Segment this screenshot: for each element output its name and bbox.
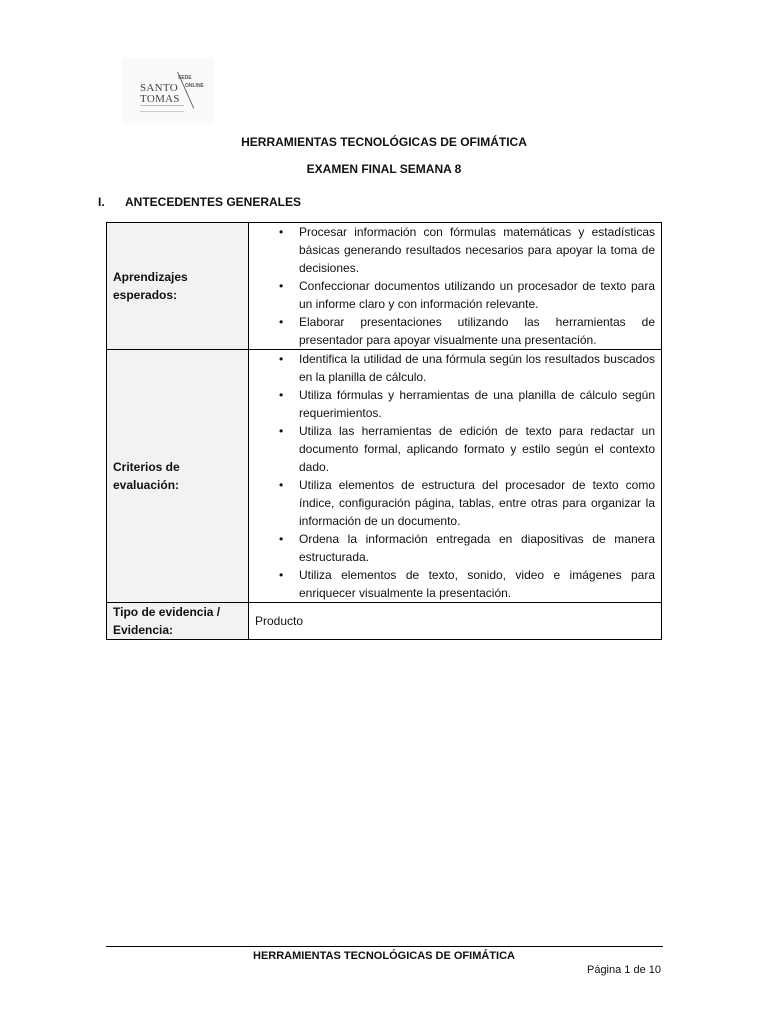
table-row (107, 223, 662, 350)
footer-divider (106, 946, 663, 947)
logo-tag-line1: SEDE (178, 75, 192, 81)
list-item: • Procesar información con fórmulas matemáticas y estadísticas básicas generando resultados necesarios para apoyar la toma de decisiones. (299, 223, 655, 277)
row-label: Aprendizajes esperados: (107, 223, 249, 350)
list-item: • Elaborar presentaciones utilizando las herramientas de presentador para apoyar visualmente una presentación. (299, 313, 655, 349)
list-item: • Utiliza elementos de texto, sonido, video e imágenes para enriquecer visualmente la presentación. (299, 566, 655, 602)
bullet-list (249, 350, 655, 602)
document-title: HERRAMIENTAS TECNOLÓGICAS DE OFIMÁTICA (241, 135, 527, 149)
list-item: • Utiliza elementos de estructura del procesador de texto como índice, configuración página, tablas, entre otras para organizar la información de un documento. (299, 476, 655, 530)
logo-tag-line2: ONLINE (185, 83, 204, 89)
list-item: • Ordena la información entregada en diapositivas de manera estructurada. (299, 530, 655, 566)
row-content (249, 223, 662, 350)
table-row (107, 350, 662, 603)
bullet-list (249, 223, 655, 349)
logo-text-line2: TOMAS (140, 93, 180, 105)
table-row (107, 603, 662, 640)
row-label: Criterios de evaluación: (107, 350, 249, 603)
logo-text-line1: SANTO (140, 82, 178, 94)
santo-tomas-logo (122, 58, 214, 124)
row-value: Producto (249, 603, 662, 640)
logo-subtext-mark (140, 105, 184, 112)
row-content (249, 350, 662, 603)
list-item: • Identifica la utilidad de una fórmula según los resultados buscados en la planilla de cálculo. (299, 350, 655, 386)
footer-title: HERRAMIENTAS TECNOLÓGICAS DE OFIMÁTICA (253, 950, 515, 962)
list-item: • Utiliza fórmulas y herramientas de una planilla de cálculo según requerimientos. (299, 386, 655, 422)
section-number: I. (98, 195, 105, 209)
list-item: • Confeccionar documentos utilizando un procesador de texto para un informe claro y con información relevante. (299, 277, 655, 313)
list-item: • Utiliza las herramientas de edición de texto para redactar un documento formal, aplicando formato y estilo según el contexto dado. (299, 422, 655, 476)
section-heading (98, 195, 301, 209)
page-number: Página 1 de 10 (586, 964, 661, 976)
row-label: Tipo de evidencia / Evidencia: (107, 603, 249, 640)
general-info-table (106, 222, 662, 640)
section-title: ANTECEDENTES GENERALES (125, 195, 302, 209)
document-subtitle: EXAMEN FINAL SEMANA 8 (306, 162, 462, 176)
